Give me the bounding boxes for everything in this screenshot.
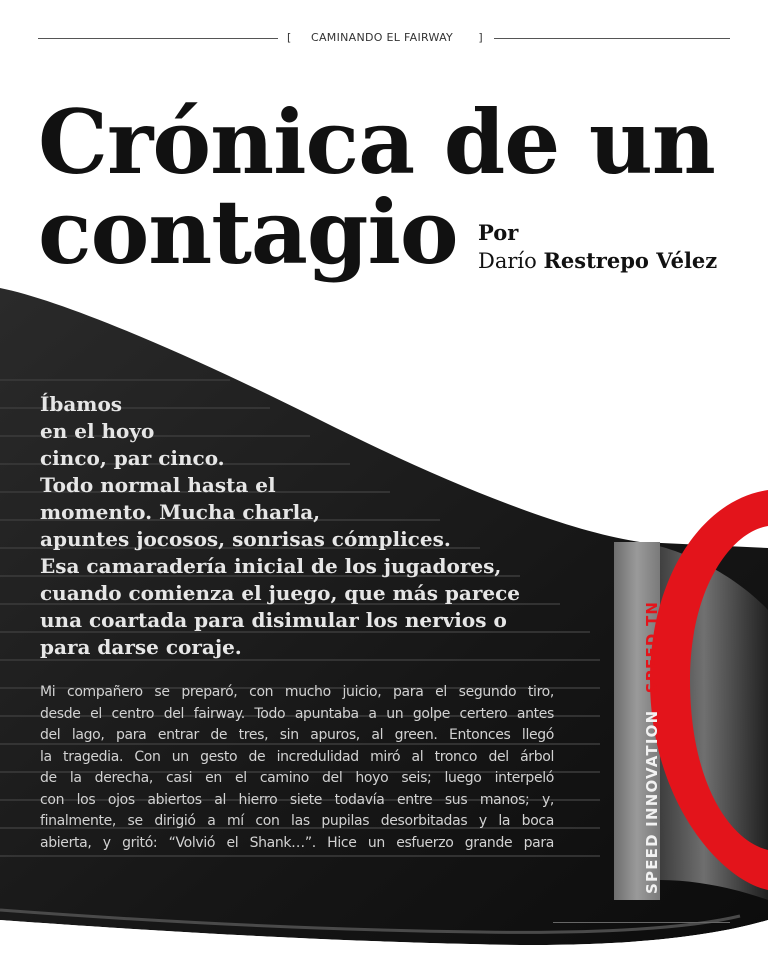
lead-line: Íbamos xyxy=(40,392,123,416)
author-first-name: Darío xyxy=(478,249,537,273)
body-line: finalmente, se dirigió a mí con las pupilas desorbitadas y la boca xyxy=(40,813,554,829)
body-line: desde el centro del fairway. Todo apuntaba a un golpe certero antes xyxy=(40,705,554,722)
body-line: abierta, y gritó: “Volvió el Shank…”. Hice un esfuerzo grande para xyxy=(40,834,554,851)
lead-line: Esa camaradería inicial de los jugadores, xyxy=(40,554,502,578)
body-line: del lago, para entrar de tres, sin apuros, al green. Entonces llegó xyxy=(40,727,554,743)
section-bracket-close: ] xyxy=(478,31,483,44)
article-title-line-2: contagio xyxy=(38,180,458,284)
section-label-text: CAMINANDO EL FAIRWAY xyxy=(311,31,454,44)
byline-prefix: Por xyxy=(478,220,519,245)
lead-line: momento. Mucha charla, xyxy=(40,500,321,524)
body-line: de la derecha, casi en el camino del hoyo seis; luego interpeló xyxy=(40,770,554,786)
body-line: Mi compañero se preparó, con mucho juicio, para el segundo tiro, xyxy=(40,684,554,700)
lead-line: Todo normal hasta el xyxy=(40,473,276,497)
lead-paragraph xyxy=(40,391,560,661)
club-band-white-text: SPEED INNOVATION xyxy=(643,709,661,894)
body-paragraph xyxy=(40,682,554,854)
footer-rule xyxy=(553,922,730,923)
club-band-red-text: SPEED TN xyxy=(643,600,661,694)
lead-line: cinco, par cinco. xyxy=(40,446,225,470)
lead-line: una coartada para disimular los nervios o xyxy=(40,608,507,632)
author-last-name: Restrepo Vélez xyxy=(543,248,718,273)
section-bracket-open: [ xyxy=(287,31,292,44)
body-line: con los ojos abiertos al hierro siete todavía entre sus manos; y, xyxy=(40,791,554,808)
lead-line: apuntes jocosos, sonrisas cómplices. xyxy=(40,527,451,551)
byline xyxy=(478,219,717,275)
header-rule-left xyxy=(38,38,278,39)
body-line: la tragedia. Con un gesto de incredulidad miró al tronco del árbol xyxy=(40,748,554,765)
article-title-line-1: Crónica de un xyxy=(38,90,715,194)
lead-line: para darse coraje. xyxy=(40,635,242,659)
lead-line: cuando comienza el juego, que más parece xyxy=(40,581,521,605)
header-rule-right xyxy=(494,38,730,39)
lead-line: en el hoyo xyxy=(40,419,155,443)
club-band-text xyxy=(643,601,661,894)
